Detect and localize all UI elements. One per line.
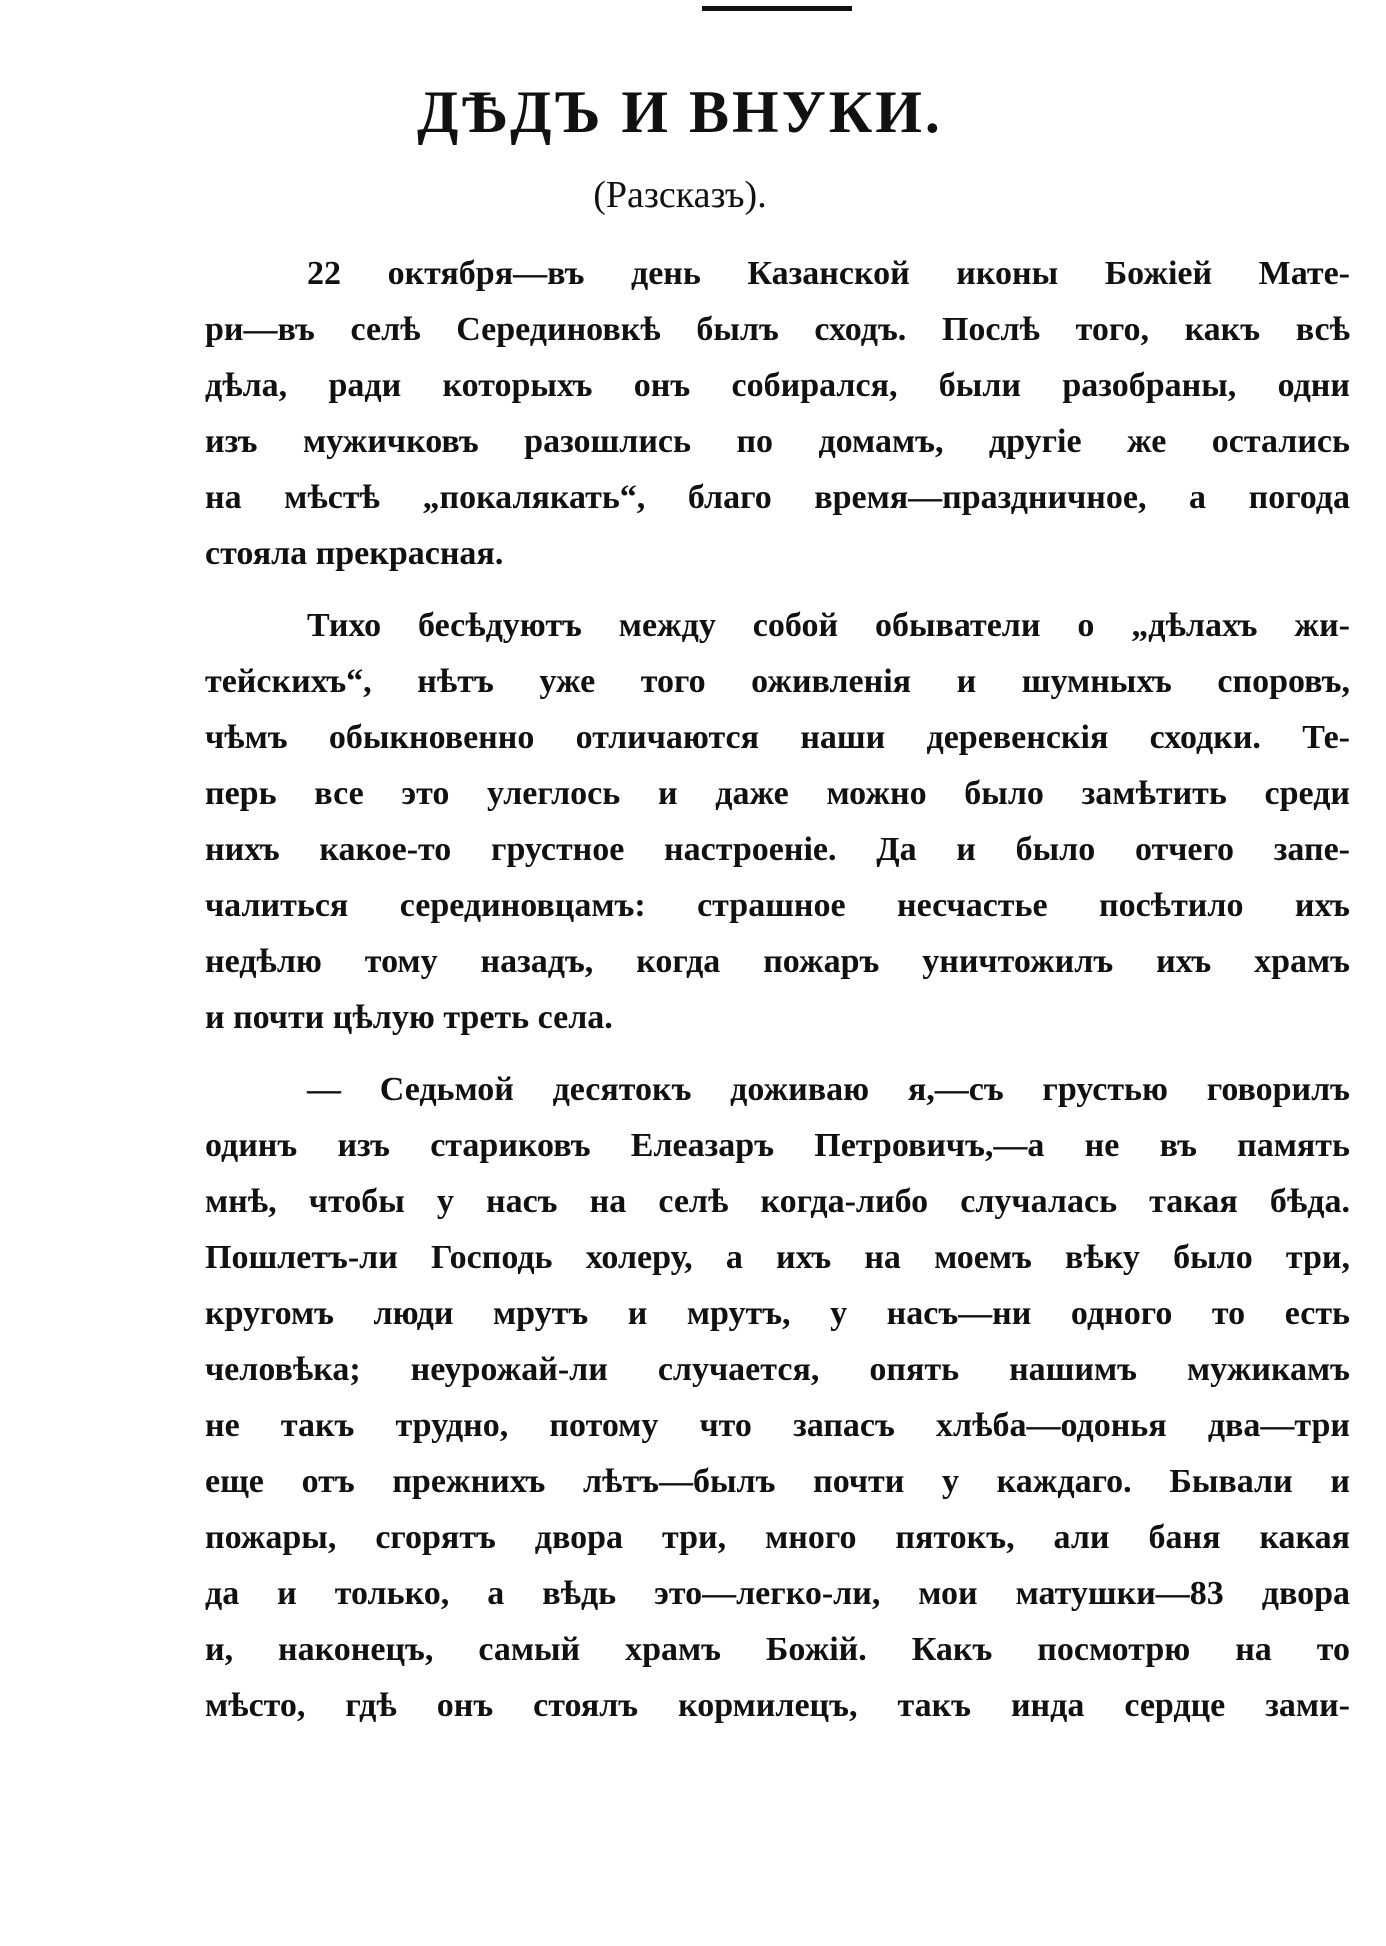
text-line: дѣла, ради которыхъ онъ собирался, были разобраны, одни bbox=[205, 367, 1350, 404]
text-line: стояла прекрасная. bbox=[205, 535, 504, 572]
text-line: изъ мужичковъ разошлись по домамъ, другiе же остались bbox=[205, 423, 1350, 460]
story-title: ДѢДЪ И ВНУКИ. bbox=[417, 79, 943, 145]
story-subtitle: (Разсказъ). bbox=[593, 174, 767, 216]
text-line: чалиться серединовцамъ: страшное несчастье посѣтило ихъ bbox=[205, 887, 1350, 924]
text-line: кругомъ люди мрутъ и мрутъ, у насъ—ни одного то есть bbox=[205, 1295, 1350, 1332]
text-line: нихъ какое-то грустное настроенiе. Да и было отчего запе- bbox=[205, 831, 1350, 868]
text-line: Тихо бесѣдуютъ между собой обыватели о „дѣлахъ жи- bbox=[307, 607, 1350, 644]
text-line: мнѣ, чтобы у насъ на селѣ когда-либо случалась такая бѣда. bbox=[205, 1183, 1350, 1220]
text-line: одинъ изъ стариковъ Елеазаръ Петровичъ,—а не въ память bbox=[205, 1127, 1350, 1164]
text-line: еще отъ прежнихъ лѣтъ—былъ почти у каждаго. Бывали и bbox=[205, 1463, 1350, 1500]
paragraph-gap bbox=[205, 582, 1350, 598]
text-line: перь все это улеглось и даже можно было замѣтить среди bbox=[205, 775, 1350, 812]
text-line: человѣка; неурожай-ли случается, опять нашимъ мужикамъ bbox=[205, 1351, 1350, 1388]
story-body bbox=[205, 246, 1350, 1734]
text-line: 22 октября—въ день Казанской иконы Божiей Мате- bbox=[307, 255, 1350, 292]
paragraph-gap bbox=[205, 1046, 1350, 1062]
text-line: чѣмъ обыкновенно отличаются наши деревенскiя сходки. Те- bbox=[205, 719, 1350, 756]
text-line: мѣсто, гдѣ онъ стоялъ кормилецъ, такъ инда сердце зами- bbox=[205, 1687, 1350, 1724]
text-line: Пошлетъ-ли Господь холеру, а ихъ на моемъ вѣку было три, bbox=[205, 1239, 1350, 1276]
paragraph-1 bbox=[205, 246, 1350, 582]
paragraph-2 bbox=[205, 598, 1350, 1046]
text-line: не такъ трудно, потому что запасъ хлѣба—одонья два—три bbox=[205, 1407, 1350, 1444]
text-line: и, наконецъ, самый храмъ Божiй. Какъ посмотрю на то bbox=[205, 1631, 1350, 1668]
text-line: и почти цѣлую треть села. bbox=[205, 999, 613, 1036]
text-line: тейскихъ“, нѣтъ уже того оживленiя и шумныхъ споровъ, bbox=[205, 663, 1350, 700]
text-line: да и только, а вѣдь это—легко-ли, мои матушки—83 двора bbox=[205, 1575, 1350, 1612]
text-line: недѣлю тому назадъ, когда пожаръ уничтожилъ ихъ храмъ bbox=[205, 943, 1350, 980]
text-line: ри—въ селѣ Серединовкѣ былъ сходъ. Послѣ того, какъ всѣ bbox=[205, 311, 1350, 348]
top-rule bbox=[702, 6, 852, 11]
text-line: на мѣстѣ „покалякать“, благо время—праздничное, а погода bbox=[205, 479, 1350, 516]
paragraph-3 bbox=[205, 1062, 1350, 1734]
text-line: — Седьмой десятокъ доживаю я,—съ грустью говорилъ bbox=[307, 1071, 1350, 1108]
text-line: пожары, сгорятъ двора три, много пятокъ, али баня какая bbox=[205, 1519, 1350, 1556]
